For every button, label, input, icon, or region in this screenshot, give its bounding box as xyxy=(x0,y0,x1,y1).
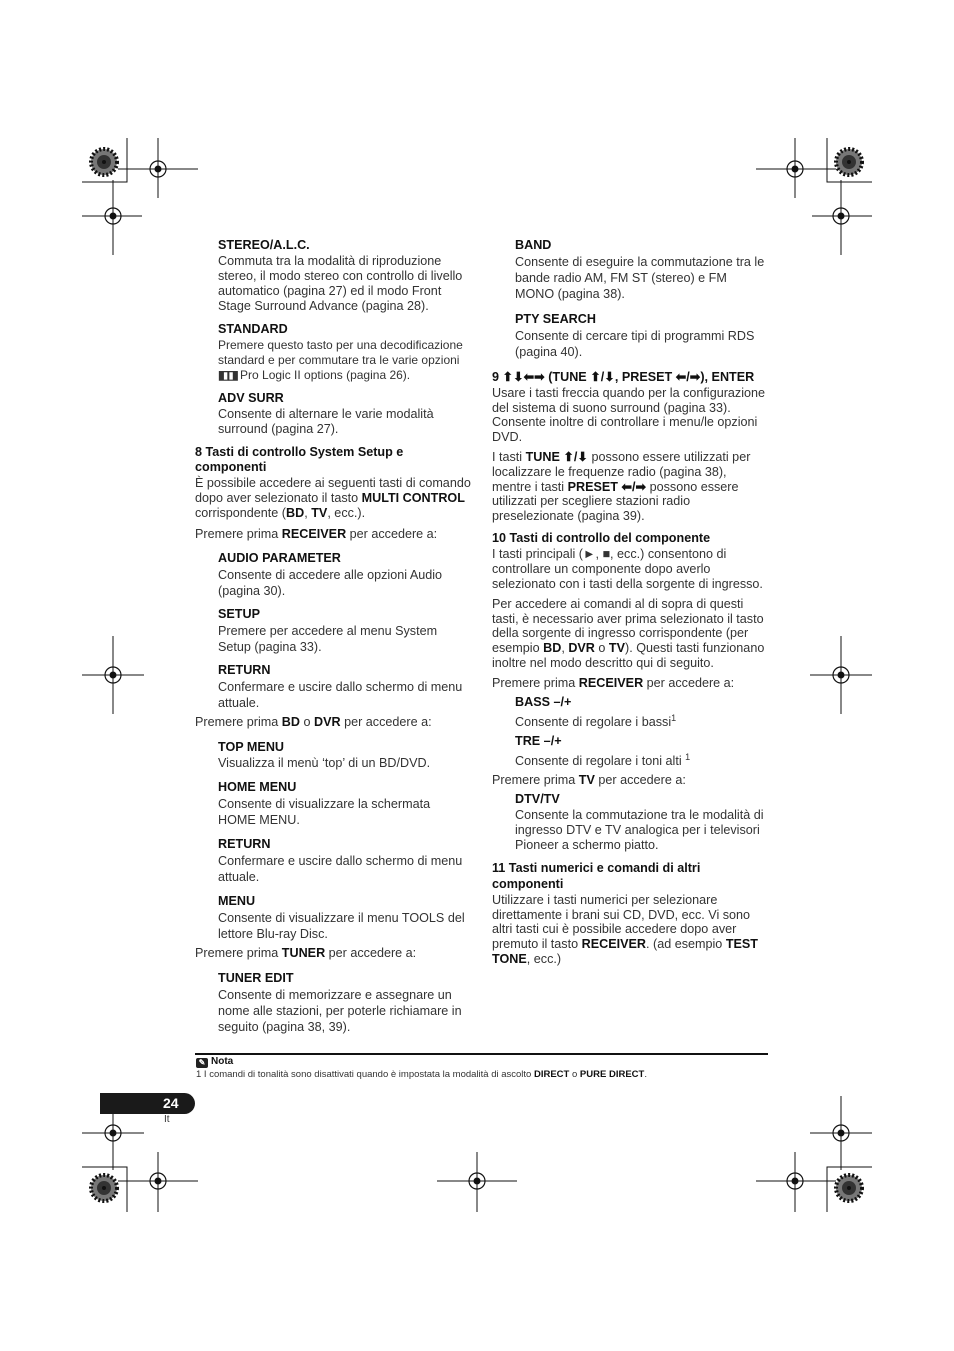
text: . xyxy=(644,1069,647,1080)
rosette-mark-bottom-right xyxy=(836,1175,862,1201)
item-menu xyxy=(218,894,471,942)
text: È possibile accedere ai seguenti tasti di comando dopo aver selezionato il tasto xyxy=(195,476,471,505)
text: possono essere utilizzati per scegliere stazioni radio preselezionate (pagina 39). xyxy=(492,479,739,523)
text: possono essere utilizzati per localizzare le frequenze radio (pagina 38), mentre i tasti xyxy=(492,450,751,494)
item-desc: Commuta tra la modalità di riproduzione stereo, il modo stereo con controllo di livello automatico (pagina 27) ed il modo Front Stage Surround Advance (pagina 28). xyxy=(218,254,463,313)
footnote-ref: 1 xyxy=(685,752,691,763)
footnote-divider xyxy=(195,1053,768,1055)
key-name: PRESET ⬅/➡ xyxy=(567,479,647,494)
key-name: RECEIVER xyxy=(281,527,347,541)
item-title: HOME MENU xyxy=(218,780,297,794)
key-name: BD xyxy=(281,715,300,729)
key-name: TV xyxy=(578,773,595,788)
item-desc: Consente di eseguire la commutazione tra le bande radio AM, FM ST (stereo) e FM MONO (pagina 38). xyxy=(515,255,765,301)
key-name: RECEIVER xyxy=(581,937,646,952)
item-band xyxy=(515,238,768,302)
item-title: RETURN xyxy=(218,663,271,677)
text: (TUNE xyxy=(544,370,591,384)
section-9-title xyxy=(492,370,768,385)
footnote-ref: 1 xyxy=(671,713,677,724)
text: per accedere a: xyxy=(594,773,686,788)
press-tv-text xyxy=(492,773,768,788)
rosette-mark-bottom-left xyxy=(91,1175,117,1201)
key-name: DVR xyxy=(314,715,341,729)
item-title: BASS –/+ xyxy=(515,695,572,710)
press-tuner-text xyxy=(195,946,471,961)
text: Utilizzare i tasti numerici per selezionare direttamente i brani sui CD, DVD, ecc. Vi sono altri tasti cui è possibile accedere dopo aver premuto il tasto xyxy=(492,893,751,952)
item-title: ADV SURR xyxy=(218,391,284,405)
section-9-text xyxy=(492,450,768,523)
item-pty-search xyxy=(515,312,768,360)
item-tuner-edit xyxy=(218,971,471,1035)
section-9-text: Usare i tasti freccia quando per la configurazione del sistema di suono surround (pagina 33). Consente inoltre di controllare i menu/le opzioni DVD. xyxy=(492,386,766,444)
right-column xyxy=(492,238,768,972)
text: , xyxy=(561,640,569,655)
item-standard xyxy=(218,322,471,383)
key-name: PURE DIRECT xyxy=(579,1069,645,1080)
down-arrow-icon: ⬇ xyxy=(604,370,615,384)
key-name: BD xyxy=(543,640,562,655)
item-return xyxy=(218,837,471,885)
text: per accedere a: xyxy=(643,676,735,691)
item-desc xyxy=(515,750,768,769)
text: 1 I comandi di tonalità sono disattivati quando è impostata la modalità di ascolto xyxy=(196,1069,534,1080)
text: I tasti xyxy=(492,450,526,465)
item-tre xyxy=(515,734,768,769)
text: ). Questi tasti funzionano inoltre nel modo descritto qui di seguito. xyxy=(492,640,765,670)
item-desc: Visualizza il menù ‘top’ di un BD/DVD. xyxy=(218,756,431,770)
item-title: BAND xyxy=(515,238,552,252)
text: Per accedere ai comandi al di sopra di questi tasti, è necessario aver prima selezionato il tasto della sorgente di ingresso corrispondente (per esempio xyxy=(492,597,764,655)
key-name: MULTI CONTROL xyxy=(361,491,465,505)
item-desc xyxy=(515,711,768,730)
text: o xyxy=(569,1069,580,1080)
key-name: DIRECT xyxy=(533,1069,570,1080)
footnote xyxy=(196,1069,647,1080)
item-title: TOP MENU xyxy=(218,740,285,754)
item-dtv-tv xyxy=(515,792,768,852)
up-arrow-icon: ⬆ xyxy=(590,370,601,384)
press-receiver-text xyxy=(492,676,768,691)
text: Consente di regolare i bassi xyxy=(515,715,672,730)
item-desc: Consente la commutazione tra le modalità di ingresso DTV e TV analogica per i televisori Pioneer a schermo piatto. xyxy=(515,808,764,852)
text: , xyxy=(304,506,312,520)
item-title: MENU xyxy=(218,894,256,908)
text: 9 xyxy=(492,370,503,384)
key-name: TEST TONE xyxy=(492,937,758,966)
text: . (ad esempio xyxy=(646,937,726,952)
item-audio-parameter xyxy=(218,551,471,599)
text: o xyxy=(299,715,314,729)
note-icon: ✎ xyxy=(196,1058,208,1068)
item-title: AUDIO PARAMETER xyxy=(218,551,341,565)
item-desc: Consente di memorizzare e assegnare un nome alle stazioni, per poterle richiamare in seguito (pagina 38, 39). xyxy=(218,988,462,1034)
item-desc: Consente di visualizzare la schermata HOME MENU. xyxy=(218,797,431,827)
item-desc xyxy=(218,338,471,383)
press-bd-text xyxy=(195,715,471,730)
item-desc: Premere per accedere al menu System Setup (pagina 33). xyxy=(218,624,438,654)
item-desc: Consente di accedere alle opzioni Audio (pagina 30). xyxy=(218,568,443,598)
item-desc: Consente di alternare le varie modalità surround (pagina 27). xyxy=(218,407,434,436)
text: corrispondente ( xyxy=(195,506,287,520)
text: Premere prima xyxy=(195,946,282,960)
text: , ecc.) xyxy=(526,951,562,966)
key-name: TUNER xyxy=(281,946,326,960)
text: Consente di regolare i toni alti xyxy=(515,754,686,769)
text: o xyxy=(594,640,609,655)
note-heading xyxy=(196,1056,233,1068)
rosette-mark-top-left xyxy=(91,149,117,175)
text: Premere prima xyxy=(492,676,579,691)
dolby-logo-icon: ◧◨ xyxy=(218,368,237,382)
item-home-menu xyxy=(218,780,471,828)
press-receiver-text xyxy=(195,527,471,542)
text: Premere prima xyxy=(492,773,579,788)
item-top-menu xyxy=(218,740,471,771)
rosette-mark-top-right xyxy=(836,149,862,175)
section-10-text: I tasti principali (►, ■, ecc.) consentono di controllare un componente dopo averlo selezionato con i tasti della sorgente di ingresso. xyxy=(492,547,763,591)
section-8-text xyxy=(195,476,471,521)
key-name: BD xyxy=(286,506,305,520)
key-name: RECEIVER xyxy=(578,676,644,691)
text: , ecc.). xyxy=(327,506,366,520)
section-10-text xyxy=(492,597,768,670)
item-desc-text: Pro Logic II options (pagina 26). xyxy=(236,368,411,382)
item-title: STANDARD xyxy=(218,322,288,336)
text: ), ENTER xyxy=(700,370,755,384)
item-desc: Confermare e uscire dallo schermo di menu attuale. xyxy=(218,854,463,884)
text: Premere prima xyxy=(195,715,282,729)
arrow-keys-icon: ⬆⬇⬅➡ xyxy=(502,370,545,384)
text: / xyxy=(600,370,605,384)
item-setup xyxy=(218,607,471,655)
section-8-title: 8 Tasti di controllo System Setup e componenti xyxy=(195,445,404,474)
item-desc: Consente di visualizzare il menu TOOLS del lettore Blu-ray Disc. xyxy=(218,911,465,941)
section-10-title: 10 Tasti di controllo del componente xyxy=(492,531,711,546)
text: per accedere a: xyxy=(340,715,432,729)
item-title: DTV/TV xyxy=(515,792,560,807)
item-title: STEREO/A.L.C. xyxy=(218,238,310,252)
key-name: TV xyxy=(311,506,328,520)
section-11-title: 11 Tasti numerici e comandi di altri componenti xyxy=(492,861,701,892)
page-number-badge xyxy=(100,1093,195,1114)
item-title: TUNER EDIT xyxy=(218,971,294,985)
text: per accedere a: xyxy=(346,527,438,541)
item-title: RETURN xyxy=(218,837,271,851)
item-bass xyxy=(515,695,768,730)
item-desc: Confermare e uscire dallo schermo di menu attuale. xyxy=(218,680,463,710)
text: per accedere a: xyxy=(325,946,417,960)
text: , PRESET xyxy=(614,370,676,384)
item-desc-text: Premere questo tasto per una decodificazione standard e per commutare tra le varie opzioni xyxy=(218,338,463,367)
left-arrow-icon: ⬅ xyxy=(675,370,687,384)
key-name: TUNE ⬆/⬇ xyxy=(525,450,588,465)
item-title: SETUP xyxy=(218,607,260,621)
text: / xyxy=(686,370,690,384)
item-title: PTY SEARCH xyxy=(515,312,596,326)
key-name: TV xyxy=(608,640,626,655)
left-column xyxy=(195,238,471,1043)
item-return xyxy=(218,663,471,711)
text: Premere prima xyxy=(195,527,282,541)
right-arrow-icon: ➡ xyxy=(689,370,701,384)
key-name: DVR xyxy=(568,640,595,655)
page-language: It xyxy=(164,1114,170,1125)
section-11-text xyxy=(492,893,768,966)
item-adv-surr xyxy=(218,391,471,437)
note-heading-text: Nota xyxy=(211,1056,234,1067)
item-desc: Consente di cercare tipi di programmi RDS (pagina 40). xyxy=(515,329,755,359)
item-title: TRE –/+ xyxy=(515,734,562,749)
page-number: 24 xyxy=(163,1095,179,1111)
item-stereo-alc xyxy=(218,238,471,314)
